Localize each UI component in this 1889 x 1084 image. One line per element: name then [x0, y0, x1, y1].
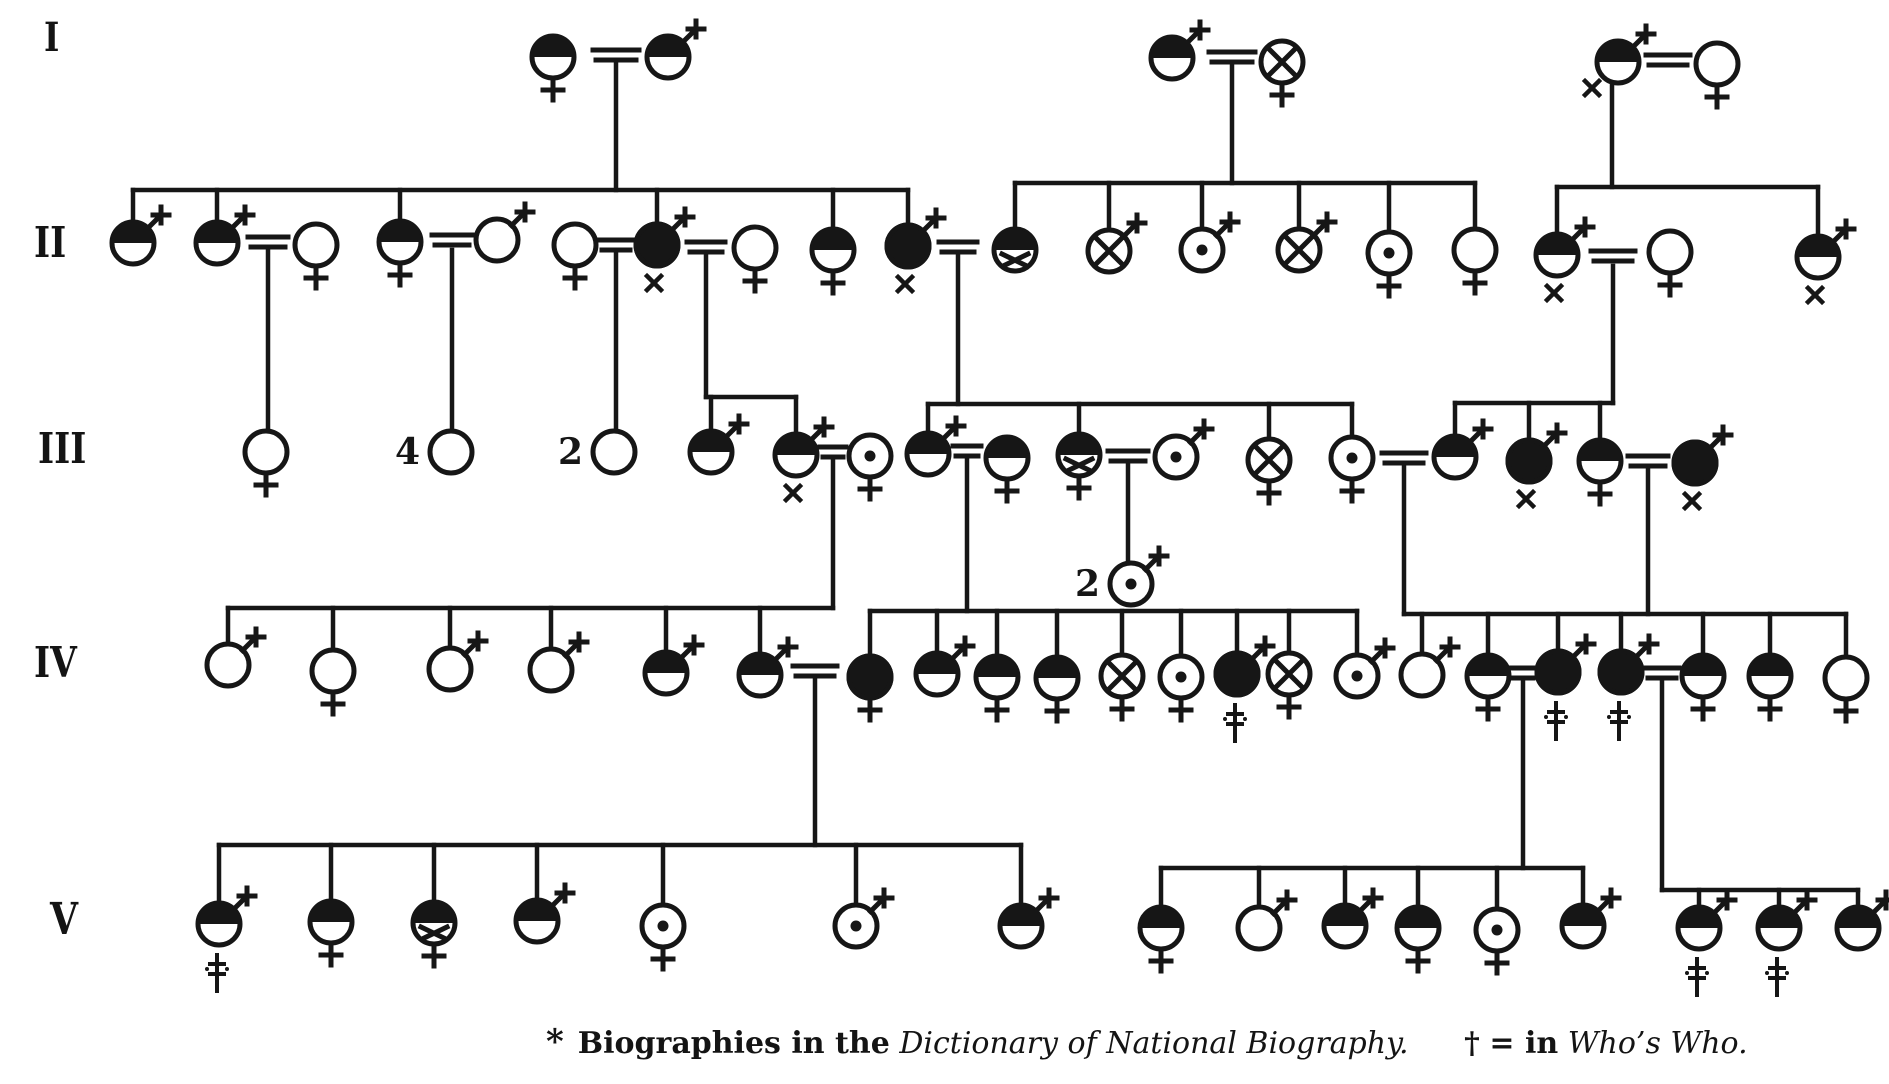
dagger-mark: [1685, 959, 1709, 995]
pedigree-individual: [1508, 425, 1565, 506]
pedigree-individual: [994, 229, 1036, 271]
pedigree-individual: [1600, 636, 1657, 739]
pedigree-individual: [1397, 907, 1439, 971]
pedigree-individual: [1278, 214, 1335, 271]
pedigree-individual: [554, 224, 596, 288]
pedigree-individual: [1088, 215, 1145, 272]
pedigree-individual: [739, 639, 796, 696]
pedigree-individual: [1268, 653, 1310, 717]
pedigree-individual: [1579, 440, 1621, 504]
pedigree-individual: [916, 638, 973, 695]
star-mark: [898, 277, 912, 291]
pedigree-individual: [1696, 43, 1738, 107]
pedigree-individual: [516, 885, 573, 942]
pedigree-individual: [1368, 232, 1410, 296]
caption-lead-text: Biographies in the: [577, 1026, 890, 1061]
pedigree-individual: [976, 656, 1018, 720]
pedigree-individual: [1476, 909, 1518, 973]
pedigree-individual: [1140, 907, 1182, 971]
pedigree-individual: [379, 221, 421, 285]
pedigree-individual: [1649, 231, 1691, 295]
star-mark: [647, 276, 661, 290]
pedigree-individual: [1585, 26, 1654, 95]
pedigree-individual: [207, 629, 264, 686]
pedigree-individual: [849, 435, 891, 499]
star-mark: [786, 486, 800, 500]
generation-label-IV: IV: [34, 638, 77, 687]
pedigree-individual: [295, 224, 337, 288]
pedigree-individual: [1238, 892, 1295, 949]
generation-label-V: V: [50, 894, 78, 945]
pedigree-individual: [1674, 427, 1731, 508]
pedigree-individual: [1331, 437, 1373, 501]
pedigree-individual: [1758, 892, 1815, 995]
caption-dnb-title: Dictionary of National Biography.: [899, 1026, 1409, 1061]
pedigree-individual: [429, 633, 486, 690]
pedigree-individual: [1467, 655, 1509, 719]
star-mark: [1519, 492, 1533, 506]
star-mark: [1808, 288, 1822, 302]
pedigree-individual: [1825, 657, 1867, 721]
pedigree-individual: [986, 437, 1028, 501]
pedigree-individual: [1101, 655, 1143, 719]
dagger-mark: [1544, 703, 1568, 739]
pedigree-individual: [1151, 22, 1208, 79]
pedigree-individual: [1036, 657, 1078, 721]
pedigree-individual: [1837, 892, 1889, 949]
pedigree-individual: [1261, 41, 1303, 105]
pedigree-individual: [1678, 892, 1735, 995]
asterisk-symbol: *: [546, 1022, 564, 1062]
pedigree-individual: [647, 21, 704, 78]
dagger-mark: [1223, 705, 1247, 741]
count-label: 2: [557, 431, 583, 473]
pedigree-individual: [558, 431, 635, 473]
figure-caption: [546, 1022, 1748, 1062]
star-mark: [1685, 494, 1699, 508]
pedigree-individual: [198, 888, 255, 991]
pedigree-individual: [642, 905, 684, 969]
pedigree-individual: [690, 416, 747, 473]
pedigree-individual: [835, 890, 892, 947]
pedigree-individual: [812, 229, 854, 293]
generation-label-I: I: [44, 14, 60, 61]
generation-label-II: II: [34, 218, 67, 267]
pedigree-individual: [1401, 639, 1458, 696]
pedigree-individual: [1562, 890, 1619, 947]
pedigree-individual: [1058, 434, 1100, 498]
star-mark: [1585, 81, 1599, 95]
pedigree-individual: [1749, 655, 1791, 719]
count-label: 2: [1074, 563, 1100, 605]
pedigree-individual: [1797, 221, 1854, 302]
pedigree-individual: [312, 650, 354, 714]
pedigree-individual: [1336, 640, 1393, 697]
pedigree-individual: [887, 210, 944, 291]
count-label: 4: [394, 431, 420, 473]
pedigree-individual: [1216, 638, 1273, 741]
pedigree-individual: [245, 431, 287, 495]
pedigree-individual: [1537, 636, 1594, 739]
pedigree-individual: [530, 634, 587, 691]
individuals: [112, 21, 1889, 995]
pedigree-individual: [310, 901, 352, 965]
pedigree-individual: [1324, 890, 1381, 947]
pedigree-individual: [1536, 219, 1593, 300]
pedigree-individual: [196, 207, 253, 264]
pedigree-individual: [1181, 214, 1238, 271]
pedigree-individual: [734, 227, 776, 291]
caption-mid-text: = in: [1489, 1026, 1559, 1061]
star-mark: [1547, 286, 1561, 300]
pedigree-individual: [1075, 548, 1167, 605]
dagger-symbol: †: [1464, 1026, 1480, 1061]
pedigree-individual: [1160, 656, 1202, 720]
pedigree-individual: [849, 656, 891, 720]
pedigree-individual: [413, 902, 455, 966]
pedigree-individual: [1000, 890, 1057, 947]
pedigree-individual: [532, 36, 574, 100]
pedigree-individual: [1155, 421, 1212, 478]
pedigree-individual: [476, 204, 533, 261]
pedigree-individual: [112, 207, 169, 264]
pedigree-individual: [1682, 655, 1724, 719]
pedigree-individual: [1434, 421, 1491, 478]
pedigree-individual: [395, 431, 472, 473]
pedigree-individual: [1454, 229, 1496, 293]
pedigree-individual: [645, 637, 702, 694]
generation-label-III: III: [38, 424, 87, 473]
dagger-mark: [1765, 959, 1789, 995]
pedigree-individual: [636, 209, 693, 290]
caption-whoswho-title: Who’s Who.: [1567, 1026, 1748, 1061]
dagger-mark: [205, 955, 229, 991]
dagger-mark: [1607, 703, 1631, 739]
pedigree-individual: [1248, 439, 1290, 503]
